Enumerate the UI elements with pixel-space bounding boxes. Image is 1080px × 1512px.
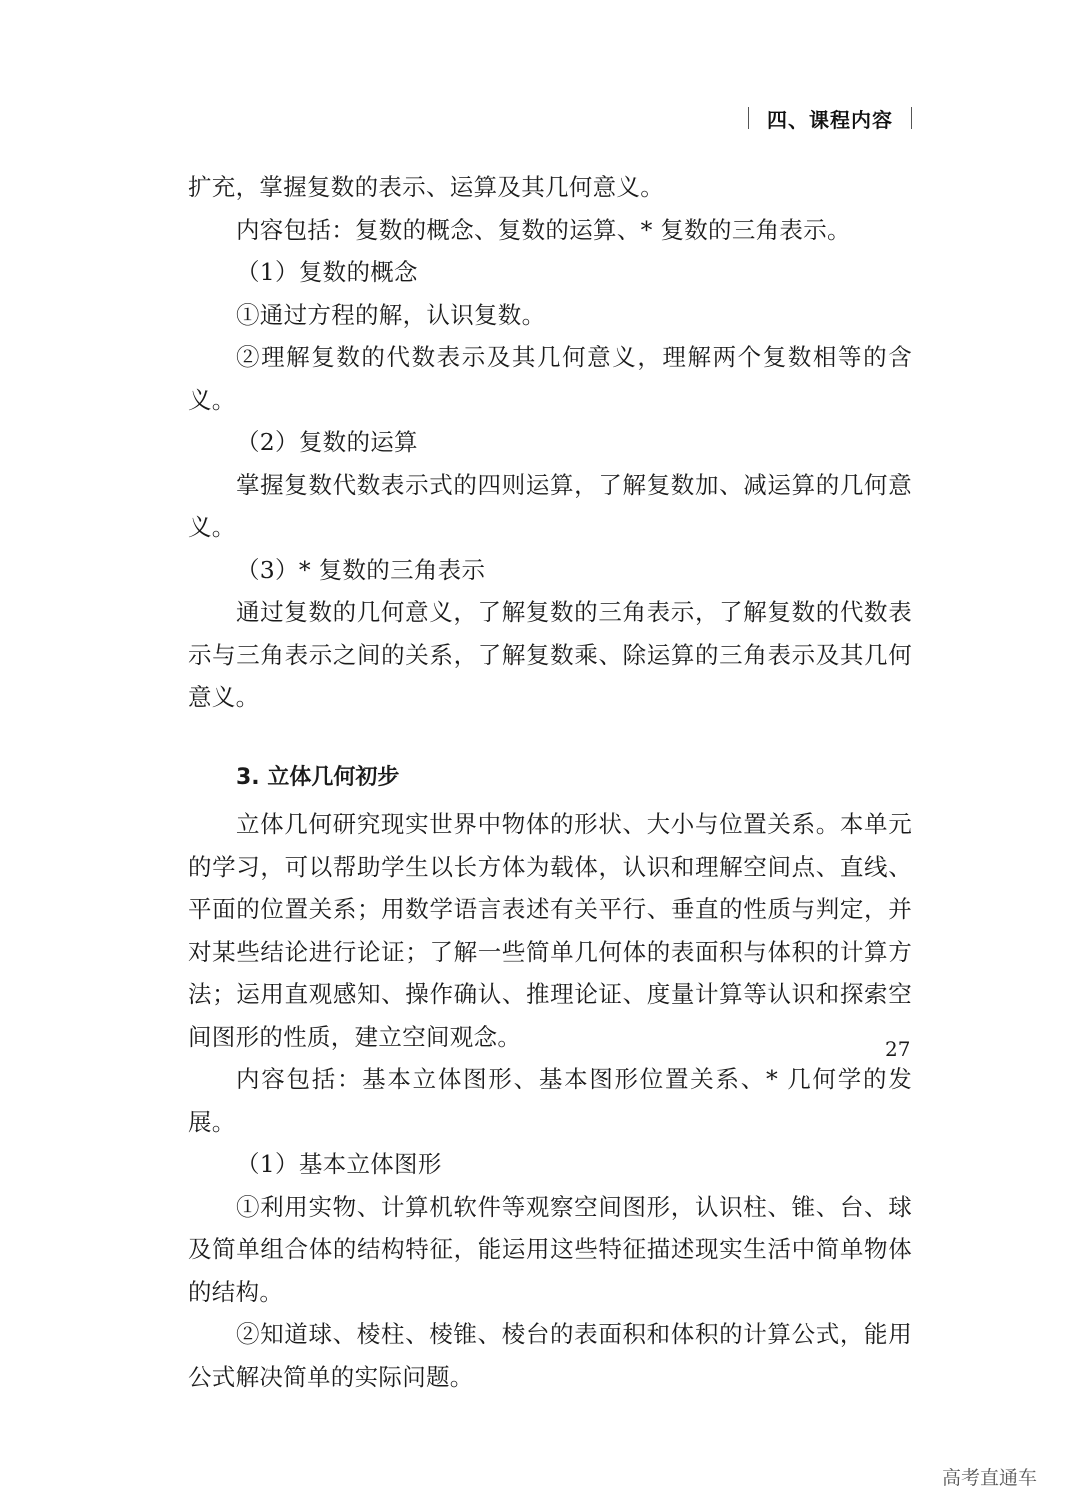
section-heading: 3. 立体几何初步 [236, 764, 400, 790]
header-title: 四、课程内容 [767, 107, 893, 132]
page-number: 27 [885, 1037, 911, 1061]
subheading: （1）复数的概念 [236, 258, 418, 286]
page-body [188, 166, 912, 1398]
paragraph: 掌握复数代数表示式的四则运算，了解复数加、减运算的几何意义。 [188, 470, 912, 541]
subheading: （3）* 复数的三角表示 [236, 555, 486, 584]
watermark: 高考直通车 [942, 1467, 1038, 1489]
paragraph: 通过复数的几何意义，了解复数的三角表示，了解复数的代数表示与三角表示之间的关系，了解复数乘、除运算的三角表示及其几何意义。 [188, 598, 912, 711]
paragraph: 扩充，掌握复数的表示、运算及其几何意义。 [188, 173, 664, 201]
list-item: ②理解复数的代数表示及其几何意义，理解两个复数相等的含义。 [188, 343, 912, 414]
subheading: （1）基本立体图形 [236, 1150, 442, 1178]
header-divider-right [911, 107, 912, 129]
list-item: ②知道球、棱柱、棱锥、棱台的表面积和体积的计算公式，能用公式解决简单的实际问题。 [188, 1320, 912, 1391]
paragraph: 内容包括：基本立体图形、基本图形位置关系、* 几何学的发展。 [188, 1065, 912, 1136]
paragraph: 内容包括：复数的概念、复数的运算、* 复数的三角表示。 [236, 215, 851, 244]
list-item: ①利用实物、计算机软件等观察空间图形，认识柱、锥、台、球及简单组合体的结构特征，能运用这些特征描述现实生活中简单物体的结构。 [188, 1192, 912, 1306]
running-header [748, 100, 912, 136]
subheading: （2）复数的运算 [236, 428, 418, 456]
paragraph: 立体几何研究现实世界中物体的形状、大小与位置关系。本单元的学习，可以帮助学生以长方体为载体，认识和理解空间点、直线、平面的位置关系；用数学语言表述有关平行、垂直的性质与判定，并对某些结论进行论证；了解一些简单几何体的表面积与体积的计算方法；运用直观感知、操作确认、推理论证、度量计算等认识和探索空间图形的性质，建立空间观念。 [188, 810, 912, 1051]
list-item: ①通过方程的解，认识复数。 [236, 300, 546, 329]
